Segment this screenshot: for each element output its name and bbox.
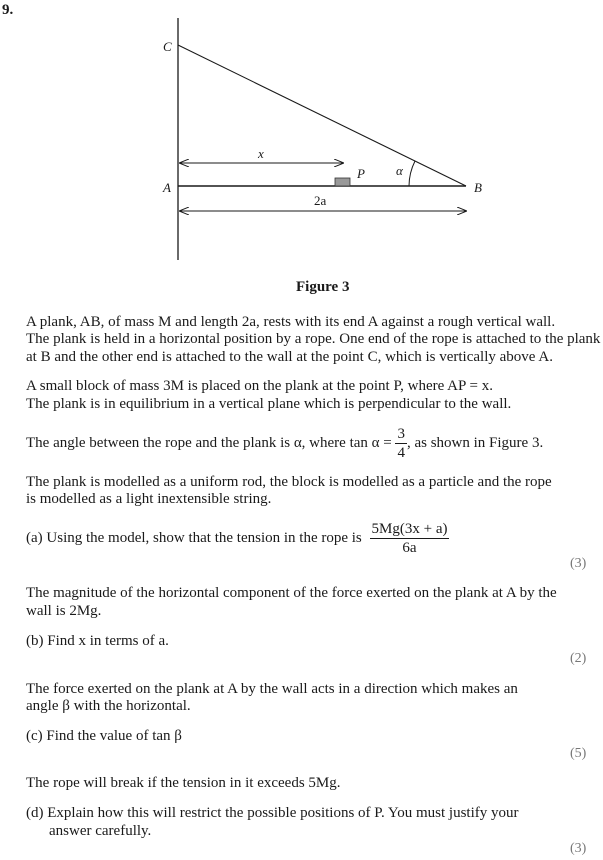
para4-line1: The plank is modelled as a uniform rod, the block is modelled as a particle and the rope [26, 474, 552, 490]
para5-line2: wall is 2Mg. [26, 603, 102, 619]
fraction-3-4: $\frac{3}{4}$ [397, 426, 405, 461]
marks-d: (3) [570, 841, 587, 856]
para1-line1: A plank, AB, of mass M and length 2a, rests with its end A against a rough vertical wall. [26, 314, 556, 330]
para2-line1: A small block of mass 3M is placed on the plank at the point P, where AP = x. [26, 378, 494, 394]
para6-line2: angle β with the horizontal. [26, 698, 191, 714]
tension-fraction: $\frac{5Mg(3x + a)}{6a}$ [371, 521, 448, 556]
question-b: (b) Find x in terms of a. [26, 633, 169, 649]
para2-line2: The plank is in equilibrium in a vertical plane which is perpendicular to the wall. [26, 396, 512, 412]
label-p: P [357, 166, 365, 181]
angle-arc [409, 161, 415, 186]
para3-angle: The angle between the rope and the plank is α, where tan α = $\frac{3}{4}$ , as shown in Figure 3. [26, 426, 544, 461]
marks-a: (3) [570, 556, 587, 571]
question-d-line2: answer carefully. [49, 823, 152, 839]
label-x: x [258, 146, 264, 161]
label-alpha: α [396, 163, 403, 178]
rope-line [178, 45, 466, 186]
question-d-line1: (d) Explain how this will restrict the possible positions of P. You must justify your [26, 805, 519, 821]
para4-line2: is modelled as a light inextensible string. [26, 491, 272, 507]
label-a: A [163, 180, 171, 195]
para5-line1: The magnitude of the horizontal component of the force exerted on the plank at A by the [26, 585, 557, 601]
label-c: C [163, 39, 172, 54]
para1-line3: at B and the other end is attached to the wall at the point C, which is vertically above A. [26, 349, 553, 365]
para7-line1: The rope will break if the tension in it exceeds 5Mg. [26, 775, 341, 791]
para1-line2: The plank is held in a horizontal position by a rope. One end of the rope is attached to the plank [26, 331, 601, 347]
marks-b: (2) [570, 651, 587, 666]
figure-3-diagram [0, 0, 603, 300]
marks-c: (5) [570, 746, 587, 761]
question-c: (c) Find the value of tan β [26, 728, 182, 744]
label-b: B [474, 180, 482, 195]
para6-line1: The force exerted on the plank at A by the wall acts in a direction which makes an [26, 681, 518, 697]
block-p [335, 178, 350, 186]
question-a: (a) Using the model, show that the tension in the rope is $\frac{5Mg(3x + a)}{6a}$ [26, 521, 448, 556]
question-number: 9. [2, 2, 14, 18]
figure-caption: Figure 3 [296, 279, 350, 295]
label-2a: 2a [314, 193, 327, 208]
